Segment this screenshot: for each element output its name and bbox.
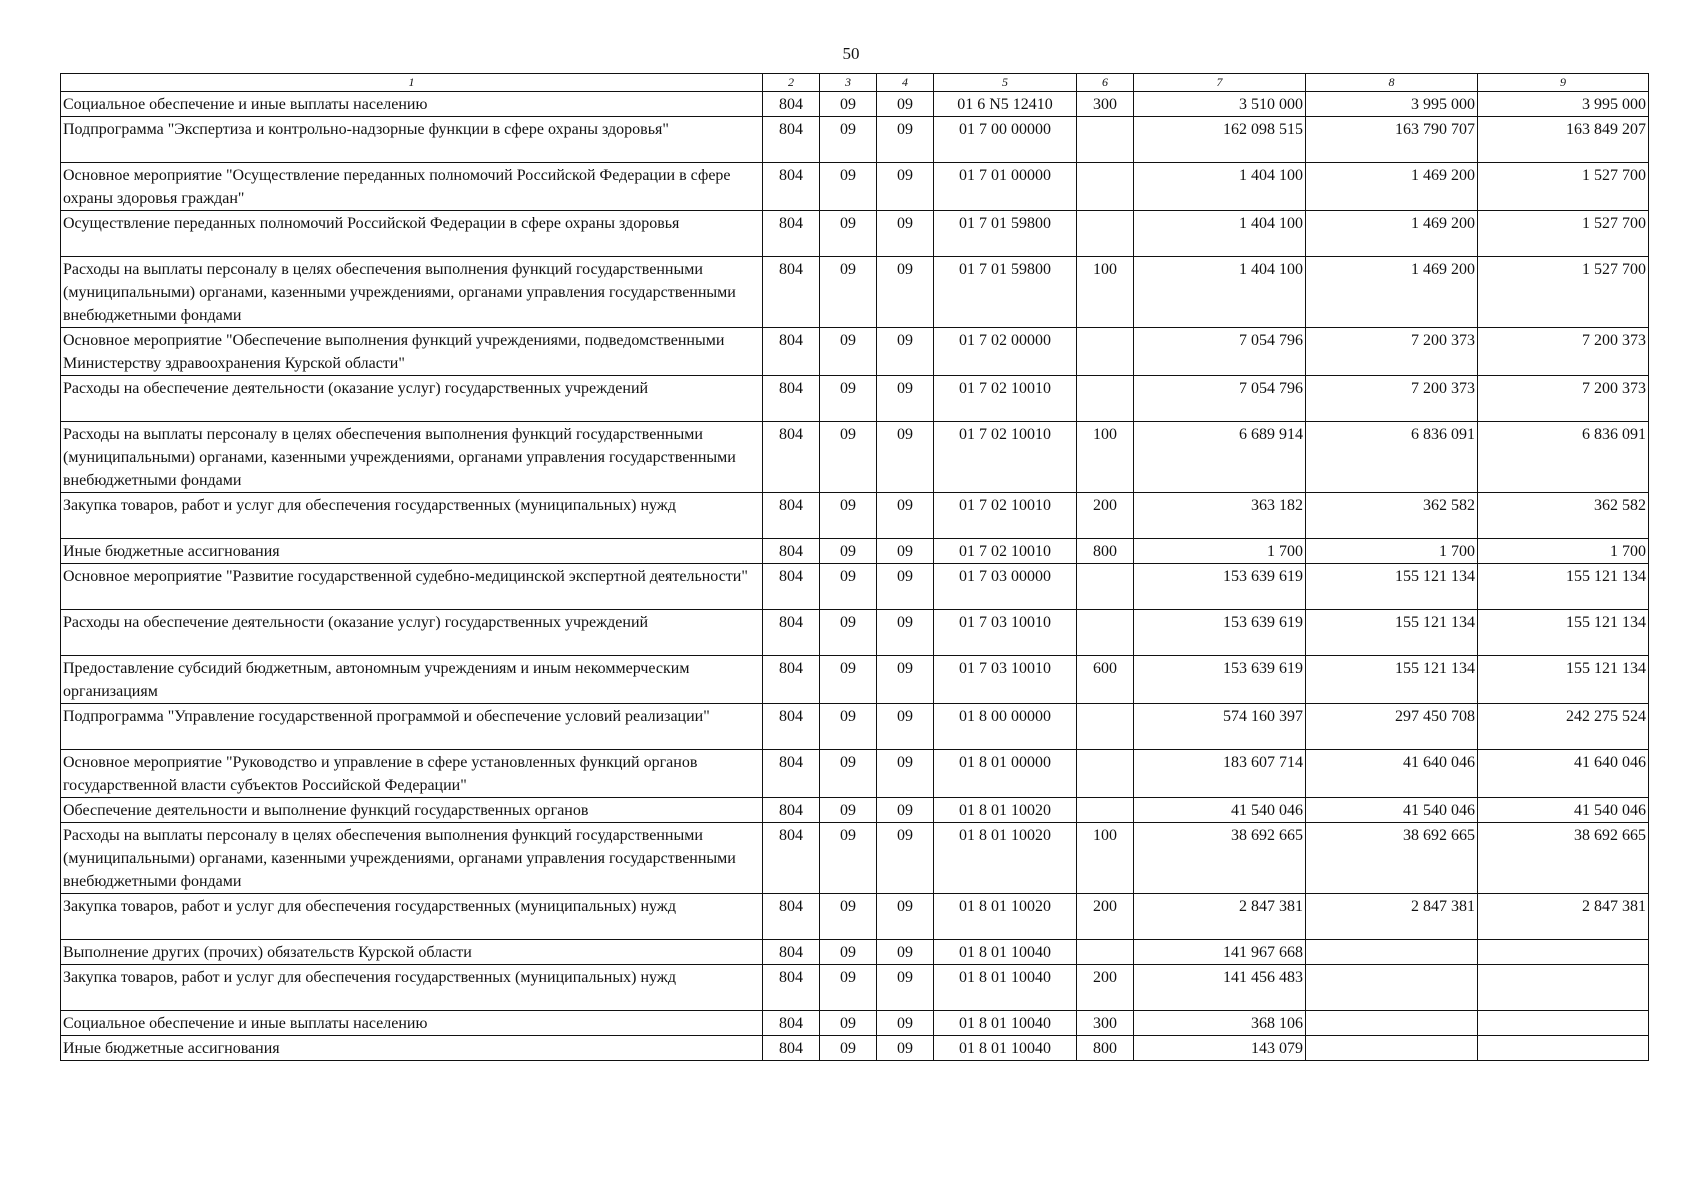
row-subsection-code: 09 bbox=[877, 211, 934, 257]
row-sum-col-8: 155 121 134 bbox=[1306, 656, 1478, 704]
row-target-article-code: 01 7 01 00000 bbox=[934, 163, 1077, 211]
row-sum-col-7: 41 540 046 bbox=[1134, 798, 1306, 823]
table-row bbox=[61, 1011, 1649, 1036]
row-expense-type-code bbox=[1077, 328, 1134, 376]
row-sum-col-9: 2 847 381 bbox=[1478, 894, 1649, 940]
row-subsection-code: 09 bbox=[877, 894, 934, 940]
row-expense-type-code bbox=[1077, 376, 1134, 422]
row-sum-col-7: 153 639 619 bbox=[1134, 564, 1306, 610]
row-subsection-code: 09 bbox=[877, 163, 934, 211]
row-target-article-code: 01 7 02 10010 bbox=[934, 422, 1077, 493]
row-name: Закупка товаров, работ и услуг для обеспечения государственных (муниципальных) нужд bbox=[61, 894, 763, 940]
row-sum-col-7: 153 639 619 bbox=[1134, 656, 1306, 704]
row-section-code: 09 bbox=[820, 117, 877, 163]
table-row bbox=[61, 965, 1649, 1011]
row-section-code: 09 bbox=[820, 704, 877, 750]
row-sum-col-8 bbox=[1306, 965, 1478, 1011]
row-name: Социальное обеспечение и иные выплаты населению bbox=[61, 92, 763, 117]
row-sum-col-8: 7 200 373 bbox=[1306, 328, 1478, 376]
row-expense-type-code bbox=[1077, 610, 1134, 656]
row-sum-col-9: 362 582 bbox=[1478, 493, 1649, 539]
row-expense-type-code bbox=[1077, 750, 1134, 798]
row-sum-col-8: 155 121 134 bbox=[1306, 564, 1478, 610]
row-section-code: 09 bbox=[820, 656, 877, 704]
row-expense-type-code bbox=[1077, 211, 1134, 257]
row-sum-col-8: 1 700 bbox=[1306, 539, 1478, 564]
row-sum-col-7: 574 160 397 bbox=[1134, 704, 1306, 750]
row-section-code: 09 bbox=[820, 1011, 877, 1036]
row-sum-col-9: 41 540 046 bbox=[1478, 798, 1649, 823]
row-sum-col-7: 1 700 bbox=[1134, 539, 1306, 564]
table-row bbox=[61, 823, 1649, 894]
table-row bbox=[61, 257, 1649, 328]
row-sum-col-9: 3 995 000 bbox=[1478, 92, 1649, 117]
row-ved-code: 804 bbox=[763, 1036, 820, 1061]
row-subsection-code: 09 bbox=[877, 92, 934, 117]
table-row bbox=[61, 117, 1649, 163]
row-sum-col-9: 155 121 134 bbox=[1478, 564, 1649, 610]
row-name: Основное мероприятие "Осуществление переданных полномочий Российской Федерации в сфере охраны здоровья граждан" bbox=[61, 163, 763, 211]
row-name: Расходы на выплаты персоналу в целях обеспечения выполнения функций государственными (муниципальными) органами, казенными учреждениями, органами управления государственными внебюджетными фондами bbox=[61, 823, 763, 894]
row-target-article-code: 01 7 03 10010 bbox=[934, 656, 1077, 704]
row-expense-type-code: 300 bbox=[1077, 92, 1134, 117]
table-row bbox=[61, 610, 1649, 656]
row-name: Подпрограмма "Экспертиза и контрольно-надзорные функции в сфере охраны здоровья" bbox=[61, 117, 763, 163]
table-row bbox=[61, 539, 1649, 564]
row-name: Основное мероприятие "Развитие государственной судебно-медицинской экспертной деятельности" bbox=[61, 564, 763, 610]
budget-table bbox=[60, 73, 1649, 1061]
row-subsection-code: 09 bbox=[877, 1011, 934, 1036]
header-col-3: 3 bbox=[820, 74, 877, 92]
row-ved-code: 804 bbox=[763, 750, 820, 798]
row-name: Основное мероприятие "Обеспечение выполнения функций учреждениями, подведомственными Министерству здравоохранения Курской области" bbox=[61, 328, 763, 376]
row-section-code: 09 bbox=[820, 92, 877, 117]
row-expense-type-code bbox=[1077, 798, 1134, 823]
row-ved-code: 804 bbox=[763, 965, 820, 1011]
header-col-4: 4 bbox=[877, 74, 934, 92]
row-sum-col-8: 41 540 046 bbox=[1306, 798, 1478, 823]
row-ved-code: 804 bbox=[763, 92, 820, 117]
row-sum-col-7: 38 692 665 bbox=[1134, 823, 1306, 894]
table-row bbox=[61, 940, 1649, 965]
row-name: Расходы на выплаты персоналу в целях обеспечения выполнения функций государственными (муниципальными) органами, казенными учреждениями, органами управления государственными внебюджетными фондами bbox=[61, 422, 763, 493]
row-target-article-code: 01 8 01 10020 bbox=[934, 894, 1077, 940]
header-col-1: 1 bbox=[61, 74, 763, 92]
row-subsection-code: 09 bbox=[877, 376, 934, 422]
row-sum-col-8: 6 836 091 bbox=[1306, 422, 1478, 493]
row-section-code: 09 bbox=[820, 610, 877, 656]
row-expense-type-code: 800 bbox=[1077, 1036, 1134, 1061]
row-section-code: 09 bbox=[820, 211, 877, 257]
row-target-article-code: 01 7 02 10010 bbox=[934, 376, 1077, 422]
row-expense-type-code: 600 bbox=[1077, 656, 1134, 704]
row-target-article-code: 01 7 03 10010 bbox=[934, 610, 1077, 656]
row-section-code: 09 bbox=[820, 257, 877, 328]
row-sum-col-7: 2 847 381 bbox=[1134, 894, 1306, 940]
row-name: Подпрограмма "Управление государственной программой и обеспечение условий реализации" bbox=[61, 704, 763, 750]
row-ved-code: 804 bbox=[763, 117, 820, 163]
row-expense-type-code: 800 bbox=[1077, 539, 1134, 564]
row-sum-col-7: 143 079 bbox=[1134, 1036, 1306, 1061]
row-expense-type-code: 100 bbox=[1077, 823, 1134, 894]
row-ved-code: 804 bbox=[763, 1011, 820, 1036]
row-name: Предоставление субсидий бюджетным, автономным учреждениям и иным некоммерческим организациям bbox=[61, 656, 763, 704]
header-col-9: 9 bbox=[1478, 74, 1649, 92]
row-section-code: 09 bbox=[820, 823, 877, 894]
row-section-code: 09 bbox=[820, 965, 877, 1011]
row-subsection-code: 09 bbox=[877, 656, 934, 704]
table-row bbox=[61, 564, 1649, 610]
row-ved-code: 804 bbox=[763, 704, 820, 750]
row-ved-code: 804 bbox=[763, 564, 820, 610]
table-row bbox=[61, 704, 1649, 750]
header-col-8: 8 bbox=[1306, 74, 1478, 92]
row-name: Расходы на выплаты персоналу в целях обеспечения выполнения функций государственными (муниципальными) органами, казенными учреждениями, органами управления государственными внебюджетными фондами bbox=[61, 257, 763, 328]
table-row bbox=[61, 493, 1649, 539]
row-sum-col-9: 1 527 700 bbox=[1478, 257, 1649, 328]
row-sum-col-8: 297 450 708 bbox=[1306, 704, 1478, 750]
row-sum-col-9: 163 849 207 bbox=[1478, 117, 1649, 163]
row-expense-type-code: 100 bbox=[1077, 422, 1134, 493]
row-subsection-code: 09 bbox=[877, 610, 934, 656]
row-section-code: 09 bbox=[820, 894, 877, 940]
table-row bbox=[61, 376, 1649, 422]
row-name: Осуществление переданных полномочий Российской Федерации в сфере охраны здоровья bbox=[61, 211, 763, 257]
row-target-article-code: 01 7 02 00000 bbox=[934, 328, 1077, 376]
table-row bbox=[61, 211, 1649, 257]
row-section-code: 09 bbox=[820, 940, 877, 965]
row-subsection-code: 09 bbox=[877, 704, 934, 750]
row-subsection-code: 09 bbox=[877, 422, 934, 493]
row-name: Иные бюджетные ассигнования bbox=[61, 539, 763, 564]
row-section-code: 09 bbox=[820, 493, 877, 539]
table-row bbox=[61, 798, 1649, 823]
row-target-article-code: 01 7 02 10010 bbox=[934, 539, 1077, 564]
table-header bbox=[61, 74, 1649, 92]
row-sum-col-8: 2 847 381 bbox=[1306, 894, 1478, 940]
table-row bbox=[61, 328, 1649, 376]
row-target-article-code: 01 8 01 10040 bbox=[934, 1011, 1077, 1036]
row-sum-col-7: 183 607 714 bbox=[1134, 750, 1306, 798]
row-expense-type-code bbox=[1077, 163, 1134, 211]
table-row bbox=[61, 92, 1649, 117]
row-target-article-code: 01 7 00 00000 bbox=[934, 117, 1077, 163]
row-ved-code: 804 bbox=[763, 422, 820, 493]
row-sum-col-9: 38 692 665 bbox=[1478, 823, 1649, 894]
table-row bbox=[61, 163, 1649, 211]
row-subsection-code: 09 bbox=[877, 965, 934, 1011]
row-sum-col-8: 155 121 134 bbox=[1306, 610, 1478, 656]
row-sum-col-7: 363 182 bbox=[1134, 493, 1306, 539]
row-ved-code: 804 bbox=[763, 257, 820, 328]
row-sum-col-9: 6 836 091 bbox=[1478, 422, 1649, 493]
row-section-code: 09 bbox=[820, 1036, 877, 1061]
row-sum-col-9: 1 527 700 bbox=[1478, 211, 1649, 257]
row-sum-col-7: 141 967 668 bbox=[1134, 940, 1306, 965]
row-sum-col-8: 1 469 200 bbox=[1306, 211, 1478, 257]
row-ved-code: 804 bbox=[763, 376, 820, 422]
row-sum-col-9: 41 640 046 bbox=[1478, 750, 1649, 798]
row-ved-code: 804 bbox=[763, 656, 820, 704]
row-sum-col-9: 155 121 134 bbox=[1478, 610, 1649, 656]
row-target-article-code: 01 8 01 10020 bbox=[934, 798, 1077, 823]
row-sum-col-7: 7 054 796 bbox=[1134, 376, 1306, 422]
row-sum-col-7: 368 106 bbox=[1134, 1011, 1306, 1036]
row-sum-col-9 bbox=[1478, 1011, 1649, 1036]
table-row bbox=[61, 656, 1649, 704]
row-sum-col-7: 6 689 914 bbox=[1134, 422, 1306, 493]
row-target-article-code: 01 7 02 10010 bbox=[934, 493, 1077, 539]
row-sum-col-7: 7 054 796 bbox=[1134, 328, 1306, 376]
row-ved-code: 804 bbox=[763, 823, 820, 894]
row-sum-col-8 bbox=[1306, 1036, 1478, 1061]
row-expense-type-code: 300 bbox=[1077, 1011, 1134, 1036]
row-expense-type-code: 200 bbox=[1077, 493, 1134, 539]
row-ved-code: 804 bbox=[763, 493, 820, 539]
row-target-article-code: 01 8 01 10040 bbox=[934, 1036, 1077, 1061]
row-subsection-code: 09 bbox=[877, 564, 934, 610]
row-sum-col-9: 242 275 524 bbox=[1478, 704, 1649, 750]
row-sum-col-8: 3 995 000 bbox=[1306, 92, 1478, 117]
row-sum-col-9 bbox=[1478, 965, 1649, 1011]
row-section-code: 09 bbox=[820, 422, 877, 493]
row-name: Расходы на обеспечение деятельности (оказание услуг) государственных учреждений bbox=[61, 376, 763, 422]
row-subsection-code: 09 bbox=[877, 539, 934, 564]
row-name: Основное мероприятие "Руководство и управление в сфере установленных функций органов государственной власти субъектов Российской Федерации" bbox=[61, 750, 763, 798]
row-section-code: 09 bbox=[820, 539, 877, 564]
row-target-article-code: 01 7 01 59800 bbox=[934, 257, 1077, 328]
row-target-article-code: 01 7 03 00000 bbox=[934, 564, 1077, 610]
row-expense-type-code: 200 bbox=[1077, 965, 1134, 1011]
row-ved-code: 804 bbox=[763, 539, 820, 564]
header-col-7: 7 bbox=[1134, 74, 1306, 92]
row-ved-code: 804 bbox=[763, 940, 820, 965]
row-sum-col-8: 163 790 707 bbox=[1306, 117, 1478, 163]
row-sum-col-9: 155 121 134 bbox=[1478, 656, 1649, 704]
row-subsection-code: 09 bbox=[877, 750, 934, 798]
row-sum-col-9: 7 200 373 bbox=[1478, 376, 1649, 422]
row-subsection-code: 09 bbox=[877, 117, 934, 163]
row-expense-type-code bbox=[1077, 117, 1134, 163]
row-sum-col-7: 1 404 100 bbox=[1134, 257, 1306, 328]
row-sum-col-7: 162 098 515 bbox=[1134, 117, 1306, 163]
header-col-5: 5 bbox=[934, 74, 1077, 92]
table-body bbox=[61, 92, 1649, 1061]
row-section-code: 09 bbox=[820, 328, 877, 376]
row-sum-col-9: 1 700 bbox=[1478, 539, 1649, 564]
row-target-article-code: 01 8 01 10020 bbox=[934, 823, 1077, 894]
row-target-article-code: 01 6 N5 12410 bbox=[934, 92, 1077, 117]
header-col-6: 6 bbox=[1077, 74, 1134, 92]
row-sum-col-8 bbox=[1306, 1011, 1478, 1036]
row-expense-type-code: 100 bbox=[1077, 257, 1134, 328]
row-target-article-code: 01 8 01 10040 bbox=[934, 965, 1077, 1011]
row-sum-col-9 bbox=[1478, 1036, 1649, 1061]
row-expense-type-code: 200 bbox=[1077, 894, 1134, 940]
row-expense-type-code bbox=[1077, 940, 1134, 965]
table-row bbox=[61, 422, 1649, 493]
row-sum-col-8: 7 200 373 bbox=[1306, 376, 1478, 422]
row-sum-col-7: 153 639 619 bbox=[1134, 610, 1306, 656]
row-sum-col-9 bbox=[1478, 940, 1649, 965]
table-row bbox=[61, 750, 1649, 798]
row-target-article-code: 01 8 01 10040 bbox=[934, 940, 1077, 965]
row-name: Расходы на обеспечение деятельности (оказание услуг) государственных учреждений bbox=[61, 610, 763, 656]
row-target-article-code: 01 8 01 00000 bbox=[934, 750, 1077, 798]
row-ved-code: 804 bbox=[763, 211, 820, 257]
row-name: Иные бюджетные ассигнования bbox=[61, 1036, 763, 1061]
row-ved-code: 804 bbox=[763, 894, 820, 940]
row-sum-col-8: 41 640 046 bbox=[1306, 750, 1478, 798]
row-sum-col-8 bbox=[1306, 940, 1478, 965]
header-row bbox=[61, 74, 1649, 92]
row-expense-type-code bbox=[1077, 704, 1134, 750]
row-section-code: 09 bbox=[820, 376, 877, 422]
table-row bbox=[61, 894, 1649, 940]
row-expense-type-code bbox=[1077, 564, 1134, 610]
row-section-code: 09 bbox=[820, 750, 877, 798]
row-sum-col-9: 1 527 700 bbox=[1478, 163, 1649, 211]
row-target-article-code: 01 7 01 59800 bbox=[934, 211, 1077, 257]
table-row bbox=[61, 1036, 1649, 1061]
row-sum-col-7: 141 456 483 bbox=[1134, 965, 1306, 1011]
header-col-2: 2 bbox=[763, 74, 820, 92]
row-subsection-code: 09 bbox=[877, 823, 934, 894]
row-subsection-code: 09 bbox=[877, 1036, 934, 1061]
row-subsection-code: 09 bbox=[877, 798, 934, 823]
row-name: Социальное обеспечение и иные выплаты населению bbox=[61, 1011, 763, 1036]
row-sum-col-9: 7 200 373 bbox=[1478, 328, 1649, 376]
row-sum-col-8: 1 469 200 bbox=[1306, 257, 1478, 328]
row-target-article-code: 01 8 00 00000 bbox=[934, 704, 1077, 750]
row-name: Выполнение других (прочих) обязательств Курской области bbox=[61, 940, 763, 965]
row-sum-col-8: 1 469 200 bbox=[1306, 163, 1478, 211]
row-name: Обеспечение деятельности и выполнение функций государственных органов bbox=[61, 798, 763, 823]
row-sum-col-7: 1 404 100 bbox=[1134, 163, 1306, 211]
row-subsection-code: 09 bbox=[877, 328, 934, 376]
row-ved-code: 804 bbox=[763, 798, 820, 823]
row-section-code: 09 bbox=[820, 564, 877, 610]
row-subsection-code: 09 bbox=[877, 940, 934, 965]
page-number: 50 bbox=[842, 44, 860, 63]
row-sum-col-8: 362 582 bbox=[1306, 493, 1478, 539]
row-sum-col-7: 3 510 000 bbox=[1134, 92, 1306, 117]
row-ved-code: 804 bbox=[763, 163, 820, 211]
row-subsection-code: 09 bbox=[877, 257, 934, 328]
row-ved-code: 804 bbox=[763, 328, 820, 376]
row-subsection-code: 09 bbox=[877, 493, 934, 539]
row-name: Закупка товаров, работ и услуг для обеспечения государственных (муниципальных) нужд bbox=[61, 965, 763, 1011]
row-section-code: 09 bbox=[820, 163, 877, 211]
row-sum-col-7: 1 404 100 bbox=[1134, 211, 1306, 257]
row-section-code: 09 bbox=[820, 798, 877, 823]
row-name: Закупка товаров, работ и услуг для обеспечения государственных (муниципальных) нужд bbox=[61, 493, 763, 539]
row-ved-code: 804 bbox=[763, 610, 820, 656]
row-sum-col-8: 38 692 665 bbox=[1306, 823, 1478, 894]
